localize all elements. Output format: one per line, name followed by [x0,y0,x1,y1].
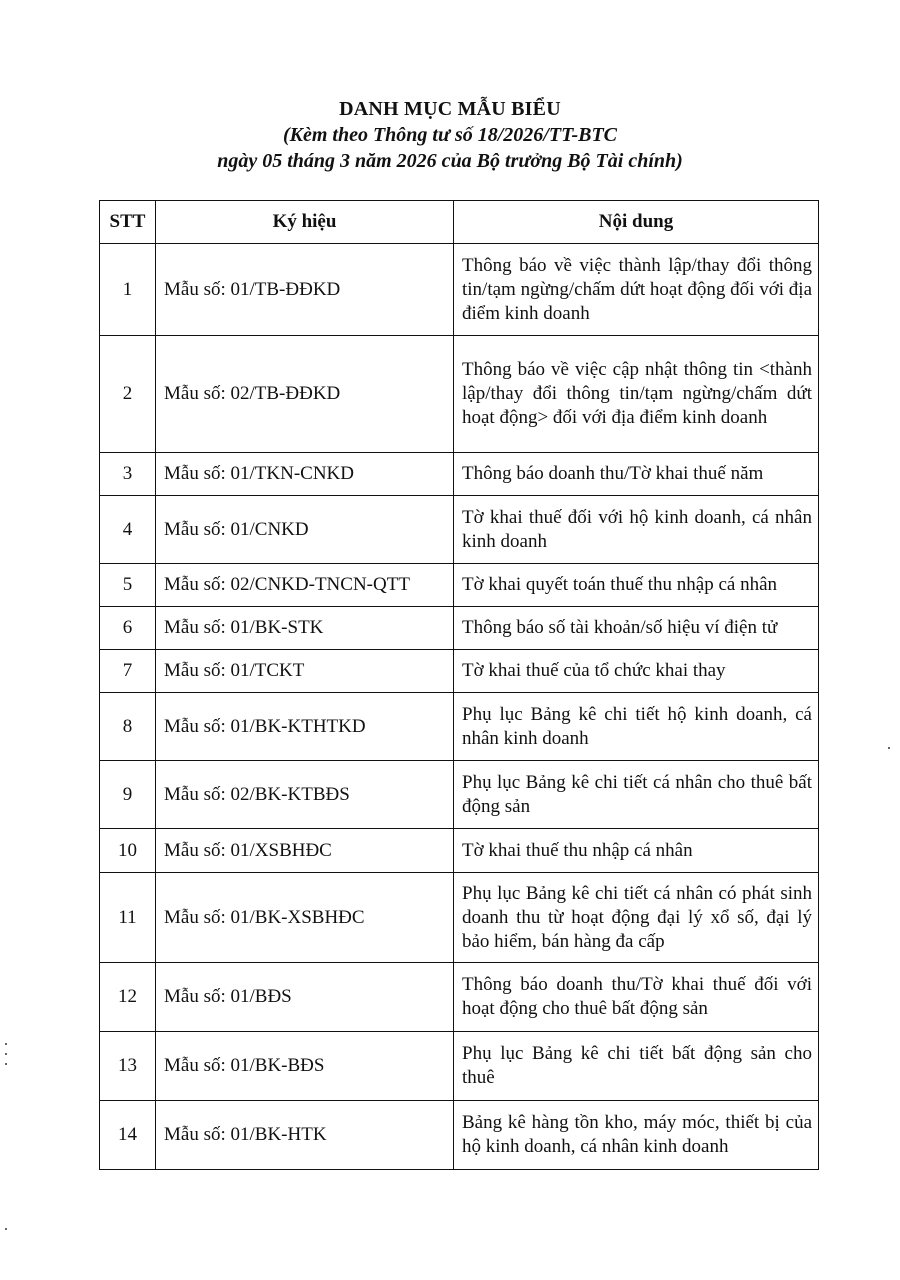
row-content: Bảng kê hàng tồn kho, máy móc, thiết bị của hộ kinh doanh, cá nhân kinh doanh [454,1101,819,1170]
document-subtitle-line-2: ngày 05 tháng 3 năm 2026 của Bộ trưởng Bộ Tài chính) [217,150,683,172]
table-row [100,453,819,496]
row-stt: 14 [100,1101,156,1170]
row-stt: 9 [100,761,156,829]
row-code: Mẫu số: 02/BK-KTBĐS [156,761,454,829]
table-row [100,1032,819,1101]
row-code: Mẫu số: 01/BK-HTK [156,1101,454,1170]
row-content: Phụ lục Bảng kê chi tiết bất động sản cho thuê [454,1032,819,1101]
table-row [100,693,819,761]
row-code: Mẫu số: 02/CNKD-TNCN-QTT [156,564,454,607]
row-stt: 4 [100,496,156,564]
form-catalog-table [99,200,819,1170]
row-code: Mẫu số: 01/BK-BĐS [156,1032,454,1101]
row-content: Tờ khai thuế đối với hộ kinh doanh, cá nhân kinh doanh [454,496,819,564]
row-code: Mẫu số: 01/TCKT [156,650,454,693]
scan-speck [5,1053,7,1055]
table-row [100,496,819,564]
table-row [100,244,819,336]
row-code: Mẫu số: 01/CNKD [156,496,454,564]
row-stt: 7 [100,650,156,693]
row-stt: 3 [100,453,156,496]
row-stt: 11 [100,873,156,963]
table-row [100,650,819,693]
row-code: Mẫu số: 01/BĐS [156,963,454,1032]
row-content: Thông báo số tài khoản/số hiệu ví điện tử [454,607,819,650]
row-stt: 6 [100,607,156,650]
row-stt: 8 [100,693,156,761]
row-content: Tờ khai thuế của tổ chức khai thay [454,650,819,693]
row-stt: 2 [100,336,156,453]
table-row [100,761,819,829]
row-content: Thông báo doanh thu/Tờ khai thuế đối với hoạt động cho thuê bất động sản [454,963,819,1032]
row-stt: 12 [100,963,156,1032]
table-header-row [100,201,819,244]
scan-speck [5,1063,7,1065]
column-header-code: Ký hiệu [156,201,454,244]
row-content: Thông báo về việc cập nhật thông tin <thành lập/thay đổi thông tin/tạm ngừng/chấm dứt hoạt động> đối với địa điểm kinh doanh [454,336,819,453]
scan-speck [5,1043,7,1045]
row-code: Mẫu số: 01/TKN-CNKD [156,453,454,496]
row-stt: 13 [100,1032,156,1101]
table-row [100,1101,819,1170]
table-row [100,607,819,650]
row-stt: 5 [100,564,156,607]
table-row [100,829,819,873]
row-code: Mẫu số: 01/TB-ĐĐKD [156,244,454,336]
row-stt: 1 [100,244,156,336]
row-content: Tờ khai quyết toán thuế thu nhập cá nhân [454,564,819,607]
table-row [100,336,819,453]
row-code: Mẫu số: 01/BK-STK [156,607,454,650]
row-code: Mẫu số: 01/BK-XSBHĐC [156,873,454,963]
document-subtitle-line-1: (Kèm theo Thông tư số 18/2026/TT-BTC [282,124,618,146]
row-code: Mẫu số: 01/XSBHĐC [156,829,454,873]
document-header [0,96,900,174]
column-header-stt: STT [100,201,156,244]
column-header-content: Nội dung [454,201,819,244]
table-row [100,564,819,607]
row-content: Thông báo về việc thành lập/thay đổi thông tin/tạm ngừng/chấm dứt hoạt động đối với địa điểm kinh doanh [454,244,819,336]
row-content: Phụ lục Bảng kê chi tiết cá nhân có phát sinh doanh thu từ hoạt động đại lý xổ số, đại lý bảo hiểm, bán hàng đa cấp [454,873,819,963]
row-content: Phụ lục Bảng kê chi tiết cá nhân cho thuê bất động sản [454,761,819,829]
row-code: Mẫu số: 01/BK-KTHTKD [156,693,454,761]
table-row [100,963,819,1032]
table-row [100,873,819,963]
document-title: DANH MỤC MẪU BIỂU [339,98,561,120]
row-content: Phụ lục Bảng kê chi tiết hộ kinh doanh, cá nhân kinh doanh [454,693,819,761]
row-stt: 10 [100,829,156,873]
scan-speck [5,1228,7,1230]
row-content: Thông báo doanh thu/Tờ khai thuế năm [454,453,819,496]
row-code: Mẫu số: 02/TB-ĐĐKD [156,336,454,453]
scan-speck [888,747,890,749]
row-content: Tờ khai thuế thu nhập cá nhân [454,829,819,873]
